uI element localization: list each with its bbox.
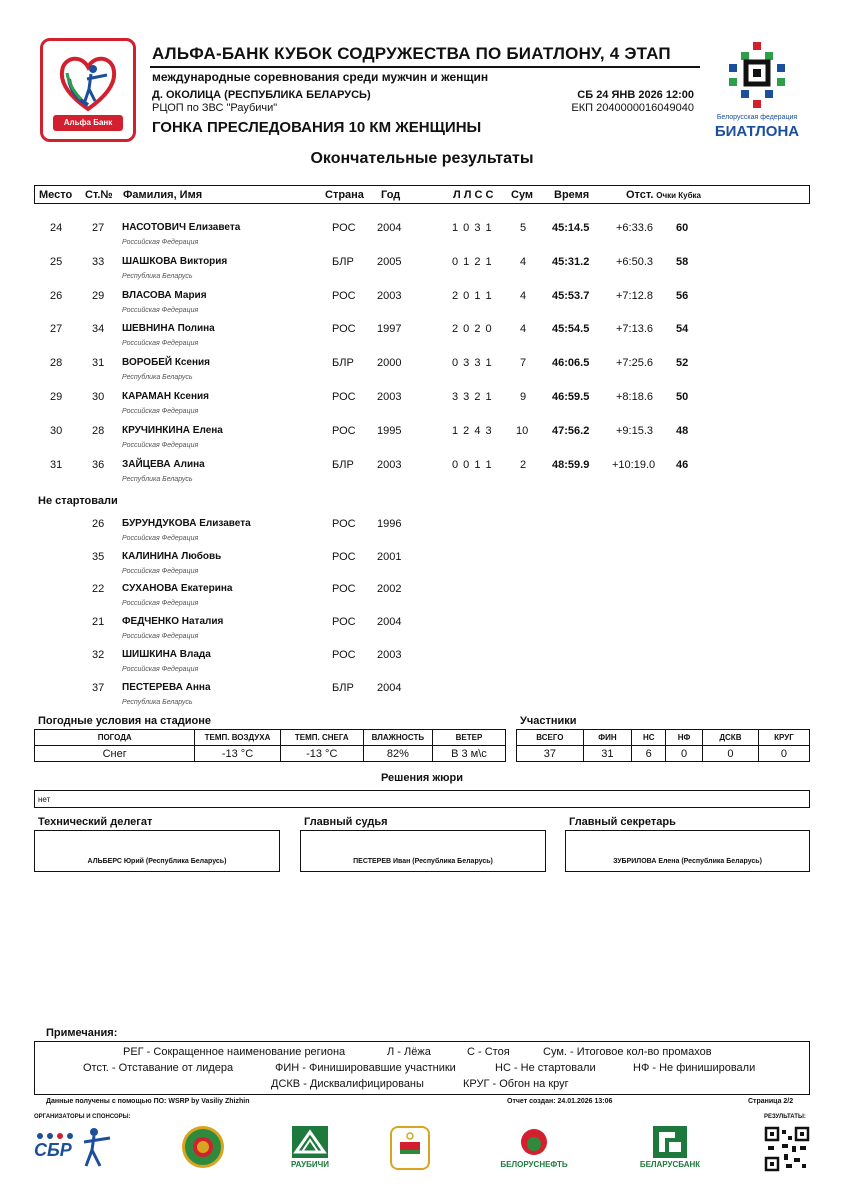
region: Российская Федерация: [122, 239, 199, 246]
official-role: Главный секретарь: [569, 816, 676, 828]
noc-logo: [390, 1126, 430, 1170]
noc-flag-icon: [393, 1128, 427, 1166]
athlete-name: КАЛИНИНА Любовь: [122, 551, 222, 562]
behind: +6:50.3: [616, 256, 654, 268]
sum: 5: [520, 222, 527, 234]
bib: 37: [92, 682, 105, 694]
note-item: ДСКВ - Дисквалифицированы: [271, 1078, 424, 1090]
year: 2005: [377, 256, 402, 268]
country: БЛР: [332, 682, 354, 694]
shooting: 0 0 1 1: [452, 459, 492, 471]
region: Российская Федерация: [122, 600, 199, 607]
time: 46:59.5: [552, 391, 590, 403]
region: Российская Федерация: [122, 666, 199, 673]
year: 2004: [377, 682, 402, 694]
bib: 35: [92, 551, 105, 563]
year: 2000: [377, 357, 402, 369]
bib: 33: [92, 256, 105, 268]
participants-value: 37: [517, 746, 584, 762]
sum: 4: [520, 290, 527, 302]
title-divider: [150, 66, 700, 68]
country: БЛР: [332, 459, 354, 471]
time: 45:31.2: [552, 256, 590, 268]
results-table-header: [34, 185, 810, 204]
place: 31: [50, 459, 63, 471]
athlete-name: ФЕДЧЕНКО Наталия: [122, 616, 224, 627]
athlete-name: КРУЧИНКИНА Елена: [122, 425, 223, 436]
table-row: [34, 313, 810, 347]
country: БЛР: [332, 357, 354, 369]
table-row: [34, 280, 810, 314]
participants-heading: Участники: [520, 715, 577, 727]
jury-decision: нет: [34, 790, 810, 808]
weather-heading: Погодные условия на стадионе: [38, 715, 212, 727]
dns-row: [34, 545, 810, 578]
weather-value: -13 °C: [195, 746, 280, 762]
qr-code-icon[interactable]: [764, 1126, 810, 1172]
weather-header: ВЛАЖНОСТЬ: [363, 730, 432, 746]
event-date: СБ 24 ЯНВ 2026 12:00: [577, 89, 694, 101]
athlete-name: СУХАНОВА Екатерина: [122, 583, 233, 594]
notes-heading: Примечания:: [46, 1027, 118, 1039]
belarusbank-icon: [653, 1126, 687, 1158]
raubichi-logo: [286, 1126, 334, 1176]
bib: 29: [92, 290, 105, 302]
participants-header: НС: [632, 730, 666, 746]
note-item: ФИН - Финишировавшие участники: [275, 1062, 456, 1074]
note-item: Л - Лёжа: [387, 1046, 431, 1058]
participants-header: КРУГ: [758, 730, 809, 746]
country: РОС: [332, 323, 356, 335]
points: 60: [676, 222, 689, 234]
table-row: [34, 212, 810, 246]
col-sum: Сум: [511, 189, 534, 201]
bib: 22: [92, 583, 105, 595]
behind: +10:19.0: [612, 459, 656, 471]
event-ekp: ЕКП 2040000016049040: [571, 102, 694, 114]
dns-heading: Не стартовали: [38, 495, 118, 507]
country: РОС: [332, 649, 356, 661]
weather-value: 82%: [363, 746, 432, 762]
weather-header: ПОГОДА: [35, 730, 195, 746]
federation-caption: Белорусская федерация: [716, 114, 798, 121]
behind: +6:33.6: [616, 222, 654, 234]
region: Российская Федерация: [122, 535, 199, 542]
region: Республика Беларусь: [122, 374, 193, 381]
weather-table: [34, 729, 506, 762]
sbr-text: СБР: [34, 1140, 72, 1160]
official-signature-box: АЛЬБЕРС Юрий (Республика Беларусь): [34, 830, 280, 872]
behind: +9:15.3: [616, 425, 654, 437]
raubichi-text: РАУБИЧИ: [291, 1160, 329, 1169]
year: 2004: [377, 616, 402, 628]
table-row: [34, 381, 810, 415]
participants-header: НФ: [666, 730, 702, 746]
event-rcop: РЦОП по ЗВС "Раубичи": [152, 102, 278, 114]
participants-value: 0: [666, 746, 702, 762]
year: 1995: [377, 425, 402, 437]
note-item: НФ - Не финишировали: [633, 1062, 756, 1074]
points: 58: [676, 256, 689, 268]
participants-value: 31: [583, 746, 631, 762]
bib: 34: [92, 323, 105, 335]
sum: 2: [520, 459, 527, 471]
page-number: Страница 2/2: [748, 1098, 794, 1105]
sum: 4: [520, 323, 527, 335]
table-row: [34, 415, 810, 449]
year: 2003: [377, 290, 402, 302]
event-subtitle: международные соревнования среди мужчин и женщин: [152, 70, 489, 84]
year: 2004: [377, 222, 402, 234]
year: 2002: [377, 583, 402, 595]
year: 2003: [377, 391, 402, 403]
bib: 31: [92, 357, 105, 369]
region: Республика Беларусь: [122, 273, 193, 280]
points: 54: [676, 323, 689, 335]
col-points: Очки Кубка: [656, 191, 701, 200]
country: РОС: [332, 425, 356, 437]
dns-row: [34, 577, 810, 610]
col-bib: Ст.№: [85, 189, 113, 201]
shooting: 0 1 2 1: [452, 256, 492, 268]
athlete-name: ЗАЙЦЕВА Алина: [122, 459, 205, 470]
heart-biathlete-icon: [55, 49, 121, 115]
year: 2003: [377, 649, 402, 661]
report-created: Отчет создан: 24.01.2026 13:06: [507, 1098, 613, 1105]
participants-value: 6: [632, 746, 666, 762]
place: 30: [50, 425, 63, 437]
sum: 9: [520, 391, 527, 403]
time: 47:56.2: [552, 425, 590, 437]
year: 1996: [377, 518, 402, 530]
country: РОС: [332, 583, 356, 595]
race-title: ГОНКА ПРЕСЛЕДОВАНИЯ 10 КМ ЖЕНЩИНЫ: [152, 119, 482, 136]
bib: 30: [92, 391, 105, 403]
federation-name: БИАТЛОНА: [714, 123, 800, 140]
col-shooting: Л Л С С: [453, 189, 494, 201]
weather-value: Снег: [35, 746, 195, 762]
region: Российская Федерация: [122, 568, 199, 575]
shooting: 3 3 2 1: [452, 391, 492, 403]
weather-header: ТЕМП. ВОЗДУХА: [195, 730, 280, 746]
points: 48: [676, 425, 689, 437]
country: РОС: [332, 551, 356, 563]
col-behind: Отст.: [626, 189, 654, 201]
shooting: 2 0 2 0: [452, 323, 492, 335]
col-name: Фамилия, Имя: [123, 189, 203, 201]
dns-row: [34, 512, 810, 545]
shooting: 0 3 3 1: [452, 357, 492, 369]
athlete-name: ШАШКОВА Виктория: [122, 256, 228, 267]
country: РОС: [332, 616, 356, 628]
place: 24: [50, 222, 63, 234]
points: 50: [676, 391, 689, 403]
participants-header: ФИН: [583, 730, 631, 746]
shooting: 2 0 1 1: [452, 290, 492, 302]
behind: +8:18.6: [616, 391, 654, 403]
shooting: 1 0 3 1: [452, 222, 492, 234]
place: 27: [50, 323, 63, 335]
raubichi-icon: [292, 1126, 328, 1158]
federation-ornament-icon: [724, 40, 790, 110]
athlete-name: БУРУНДУКОВА Елизавета: [122, 518, 251, 529]
official-role: Главный судья: [304, 816, 388, 828]
region: Российская Федерация: [122, 307, 199, 314]
official-signature-box: ПЕСТЕРЕВ Иван (Республика Беларусь): [300, 830, 546, 872]
belarus-emblem: [182, 1126, 224, 1168]
sum: 4: [520, 256, 527, 268]
athlete-name: ПЕСТЕРЕВА Анна: [122, 682, 211, 693]
note-item: РЕГ - Сокращенное наименование региона: [123, 1046, 346, 1058]
region: Республика Беларусь: [122, 476, 193, 483]
year: 1997: [377, 323, 402, 335]
participants-header: ДСКВ: [702, 730, 758, 746]
behind: +7:13.6: [616, 323, 654, 335]
athlete-name: КАРАМАН Ксения: [122, 391, 210, 402]
place: 25: [50, 256, 63, 268]
note-item: Сум. - Итоговое кол-во промахов: [543, 1046, 712, 1058]
bib: 21: [92, 616, 105, 628]
points: 46: [676, 459, 689, 471]
note-item: С - Стоя: [467, 1046, 510, 1058]
bib: 36: [92, 459, 105, 471]
participants-value: 0: [702, 746, 758, 762]
shooting: 1 2 4 3: [452, 425, 492, 437]
athlete-name: ВОРОБЕЙ Ксения: [122, 357, 211, 368]
country: РОС: [332, 391, 356, 403]
table-row: [34, 347, 810, 381]
region: Республика Беларусь: [122, 699, 193, 706]
weather-header: ВЕТЕР: [432, 730, 505, 746]
note-item: КРУГ - Обгон на круг: [463, 1078, 569, 1090]
region: Российская Федерация: [122, 340, 199, 347]
athlete-name: ШЕВНИНА Полина: [122, 323, 215, 334]
weather-header: ТЕМП. СНЕГА: [280, 730, 363, 746]
bib: 26: [92, 518, 105, 530]
emblem-icon: [185, 1129, 221, 1165]
place: 26: [50, 290, 63, 302]
belarusbank-logo: [632, 1126, 708, 1176]
notes-box: [34, 1041, 810, 1095]
points: 52: [676, 357, 689, 369]
sbr-logo: [34, 1126, 126, 1176]
region: Российская Федерация: [122, 633, 199, 640]
alfa-bank-label: Альфа Банк: [53, 115, 123, 131]
federation-logo: [714, 40, 800, 144]
sum: 7: [520, 357, 527, 369]
belarusneft-logo: [492, 1126, 576, 1176]
participants-value: 0: [758, 746, 809, 762]
athlete-name: ВЛАСОВА Мария: [122, 290, 207, 301]
note-item: НС - Не стартовали: [495, 1062, 596, 1074]
note-item: Отст. - Отставание от лидера: [83, 1062, 234, 1074]
region: Российская Федерация: [122, 442, 199, 449]
behind: +7:25.6: [616, 357, 654, 369]
event-title: АЛЬФА-БАНК КУБОК СОДРУЖЕСТВА ПО БИАТЛОНУ, 4 ЭТАП: [152, 44, 671, 63]
year: 2003: [377, 459, 402, 471]
official-signature-box: ЗУБРИЛОВА Елена (Республика Беларусь): [565, 830, 810, 872]
athlete-name: НАСОТОВИЧ Елизавета: [122, 222, 241, 233]
time: 45:54.5: [552, 323, 590, 335]
time: 46:06.5: [552, 357, 590, 369]
time: 45:53.7: [552, 290, 590, 302]
place: 29: [50, 391, 63, 403]
data-source: Данные получены с помощью ПО: WSRP by Vasiliy Zhizhin: [46, 1098, 250, 1105]
results-label: РЕЗУЛЬТАТЫ:: [764, 1114, 806, 1120]
points: 56: [676, 290, 689, 302]
time: 48:59.9: [552, 459, 590, 471]
country: РОС: [332, 518, 356, 530]
table-row: [34, 449, 810, 483]
region: Российская Федерация: [122, 408, 199, 415]
bib: 28: [92, 425, 105, 437]
official-role: Технический делегат: [38, 816, 153, 828]
col-time: Время: [554, 189, 590, 201]
col-year: Год: [381, 189, 401, 201]
organizers-label: ОРГАНИЗАТОРЫ И СПОНСОРЫ:: [34, 1114, 131, 1120]
oil-drop-icon: [519, 1126, 549, 1158]
time: 45:14.5: [552, 222, 590, 234]
table-row: [34, 246, 810, 280]
athlete-name: ШИШКИНА Влада: [122, 649, 211, 660]
col-country: Страна: [325, 189, 364, 201]
country: РОС: [332, 290, 356, 302]
results-title: Окончательные результаты: [310, 150, 534, 167]
qr-code-graphic: [764, 1126, 810, 1172]
sum: 10: [516, 425, 529, 437]
participants-header: ВСЕГО: [517, 730, 584, 746]
participants-table: [516, 729, 810, 762]
place: 28: [50, 357, 63, 369]
year: 2001: [377, 551, 402, 563]
weather-value: В 3 м\с: [432, 746, 505, 762]
event-venue: Д. ОКОЛИЦА (РЕСПУБЛИКА БЕЛАРУСЬ): [152, 89, 371, 101]
dns-row: [34, 610, 810, 643]
alfa-cup-logo: [40, 38, 136, 142]
bib: 27: [92, 222, 105, 234]
belarusneft-text: БЕЛОРУСНЕФТЬ: [500, 1160, 568, 1169]
dns-row: [34, 676, 810, 709]
belarusbank-text: БЕЛАРУСБАНК: [639, 1160, 701, 1169]
col-place: Место: [39, 189, 73, 201]
weather-value: -13 °C: [280, 746, 363, 762]
dns-row: [34, 643, 810, 676]
country: БЛР: [332, 256, 354, 268]
jury-heading: Решения жюри: [380, 772, 464, 784]
behind: +7:12.8: [616, 290, 654, 302]
bib: 32: [92, 649, 105, 661]
country: РОС: [332, 222, 356, 234]
